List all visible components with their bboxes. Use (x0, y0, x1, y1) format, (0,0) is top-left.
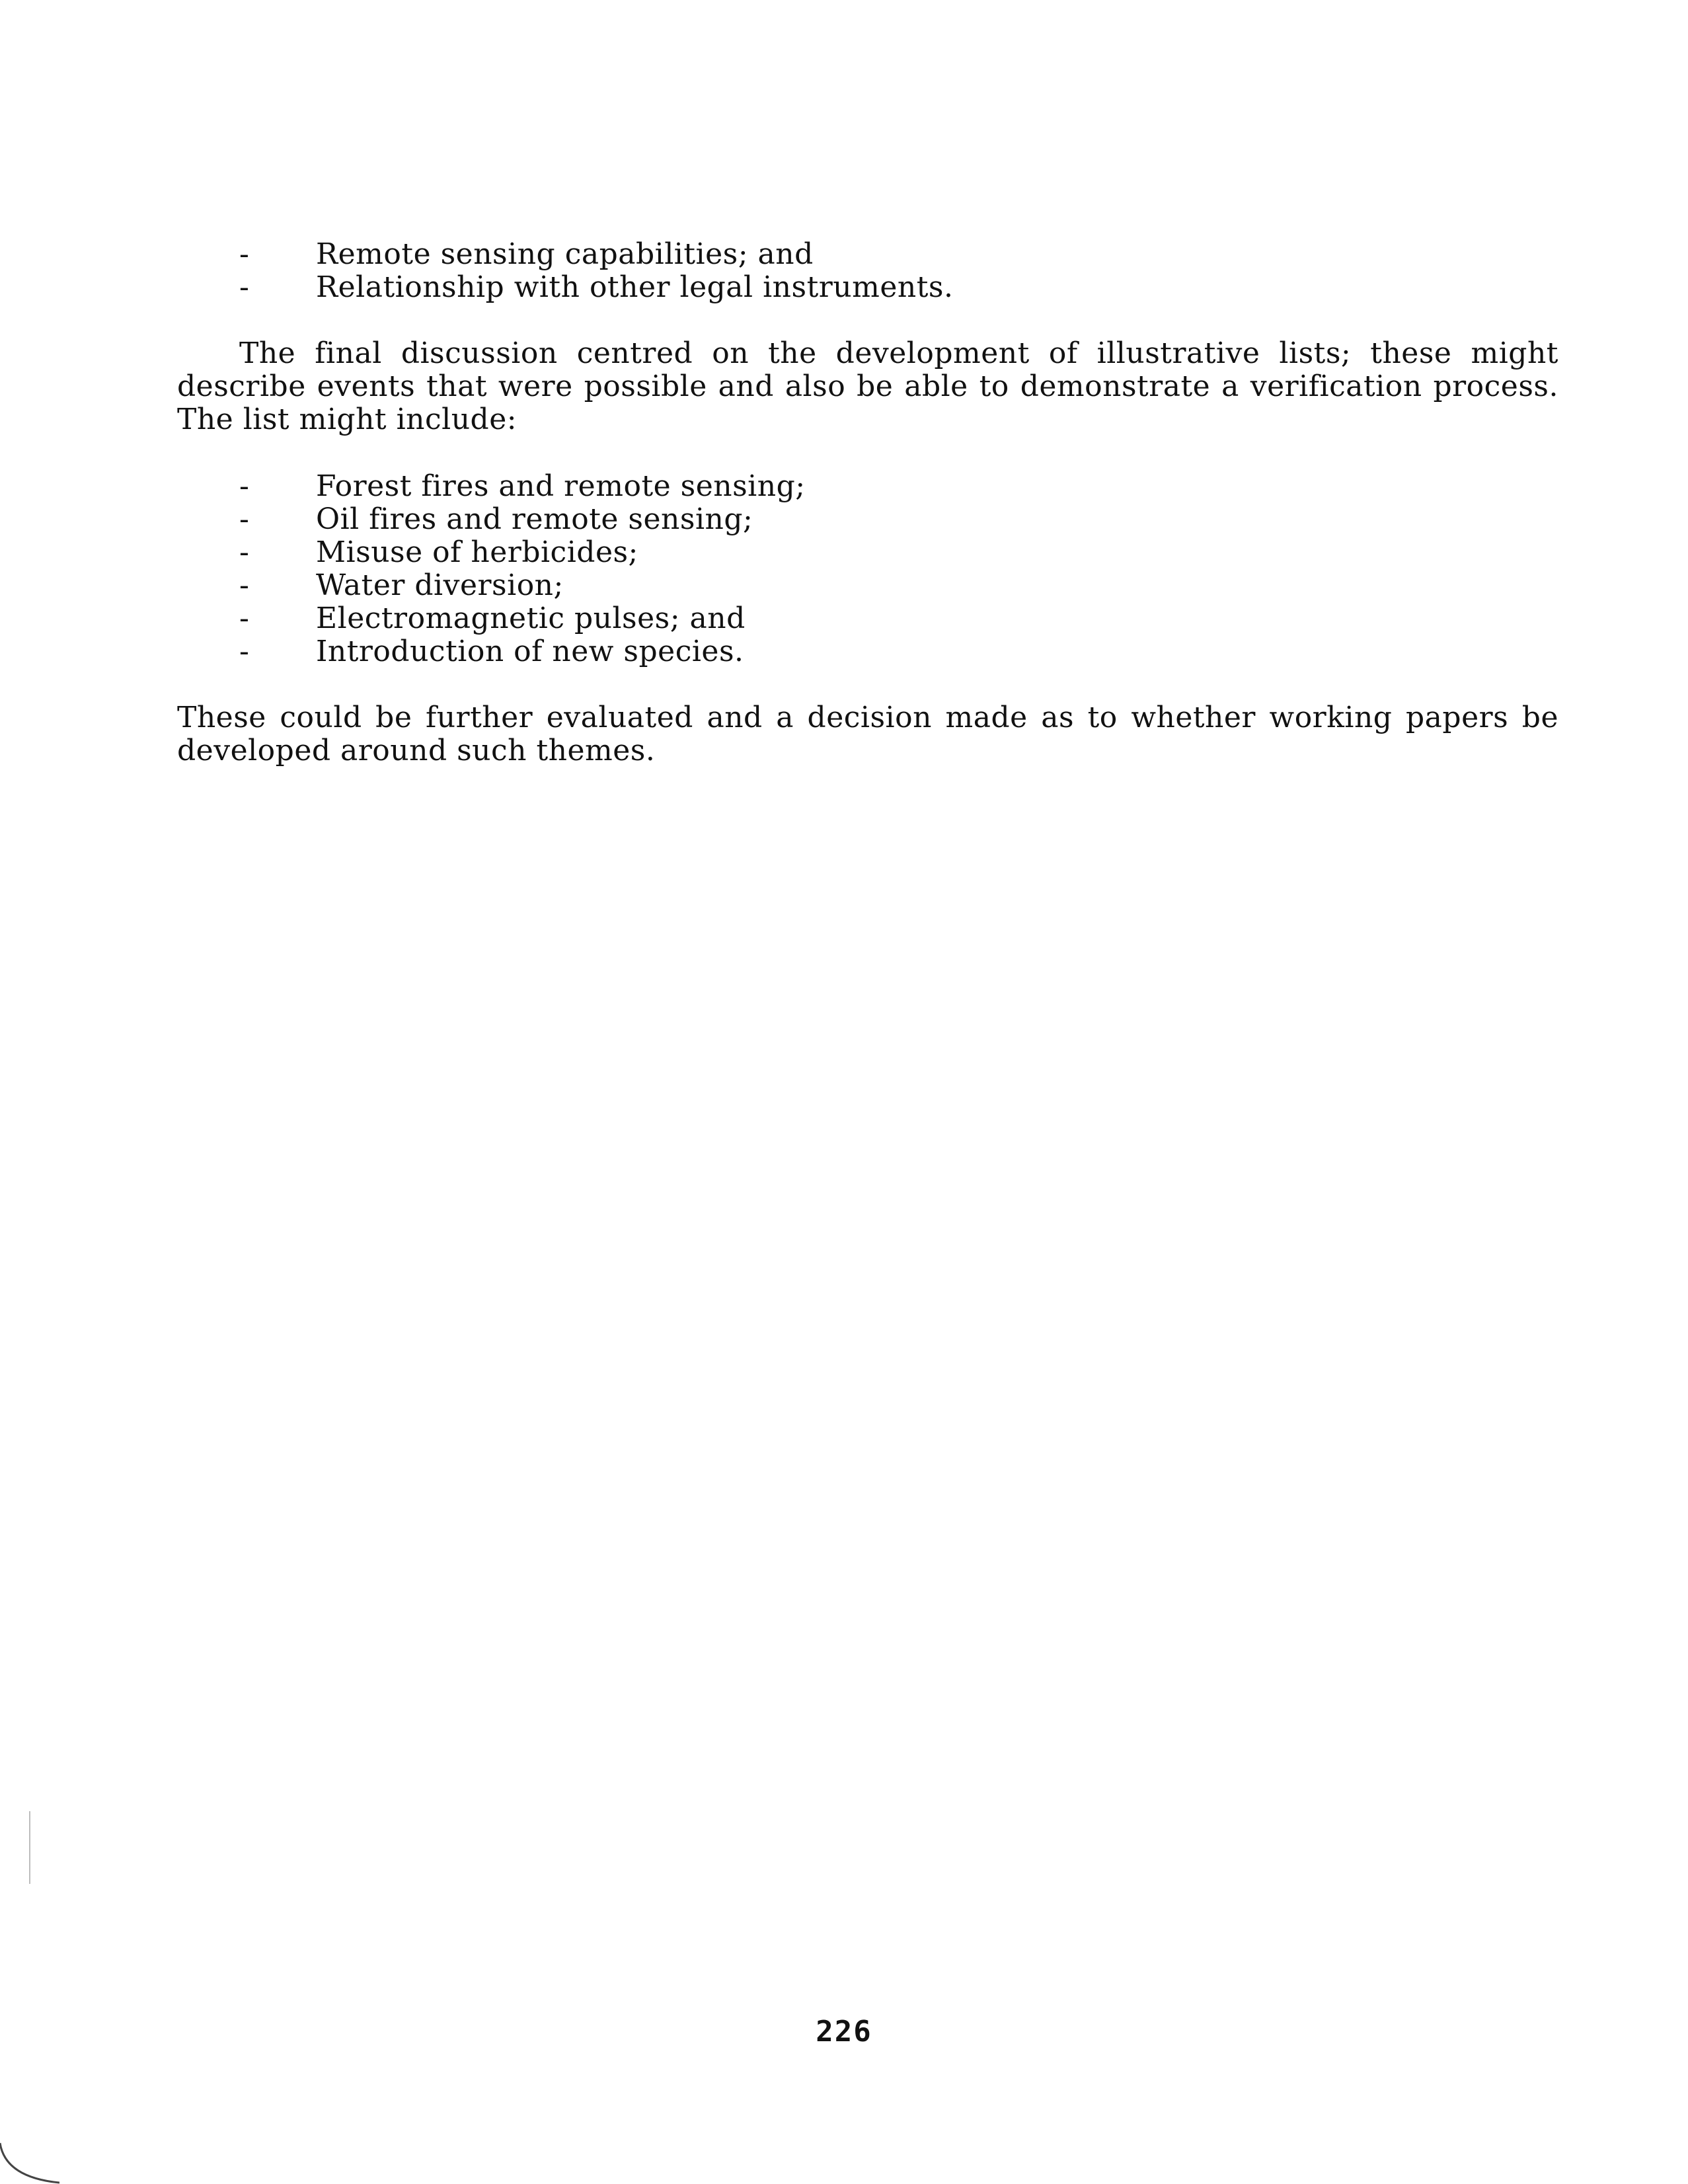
scan-margin-mark (29, 1811, 30, 1884)
list-item (177, 238, 1558, 271)
paragraph-text: The final discussion centred on the development of illustrative lists; these might describe events that were possible and also be able to demonstrate a verification process. The list might include: (177, 336, 1558, 436)
list-item-dash: - (239, 568, 250, 602)
list-item (177, 536, 1558, 569)
list-item-text: Water diversion; (316, 568, 564, 602)
list-item (177, 271, 1558, 304)
list-item-text: Misuse of herbicides; (316, 535, 638, 569)
evaluation-paragraph (177, 701, 1558, 767)
list-item-dash: - (239, 602, 250, 635)
list-item-text: Introduction of new species. (316, 635, 744, 668)
paragraph-text: These could be further evaluated and a decision made as to whether working papers be developed around such themes. (177, 701, 1558, 767)
list-item-dash: - (239, 535, 250, 569)
list-item (177, 569, 1558, 602)
list-item-dash: - (239, 502, 250, 536)
list-item-text: Oil fires and remote sensing; (316, 502, 753, 536)
list-item (177, 602, 1558, 635)
list-item-dash: - (239, 469, 250, 503)
list-item-dash: - (239, 635, 250, 668)
discussion-paragraph (177, 337, 1558, 436)
capabilities-list (177, 238, 1558, 304)
list-item-dash: - (239, 270, 250, 304)
list-item (177, 503, 1558, 536)
list-item-text: Relationship with other legal instruments. (316, 270, 954, 304)
scan-corner-mark (0, 2138, 59, 2184)
list-item-text: Forest fires and remote sensing; (316, 469, 806, 503)
list-item-text: Remote sensing capabilities; and (316, 237, 814, 271)
list-item-dash: - (239, 237, 250, 271)
page-number: 226 (816, 2015, 872, 2048)
list-item (177, 470, 1558, 503)
list-item-text: Electromagnetic pulses; and (316, 602, 746, 635)
list-item (177, 635, 1558, 668)
events-list (177, 470, 1558, 668)
